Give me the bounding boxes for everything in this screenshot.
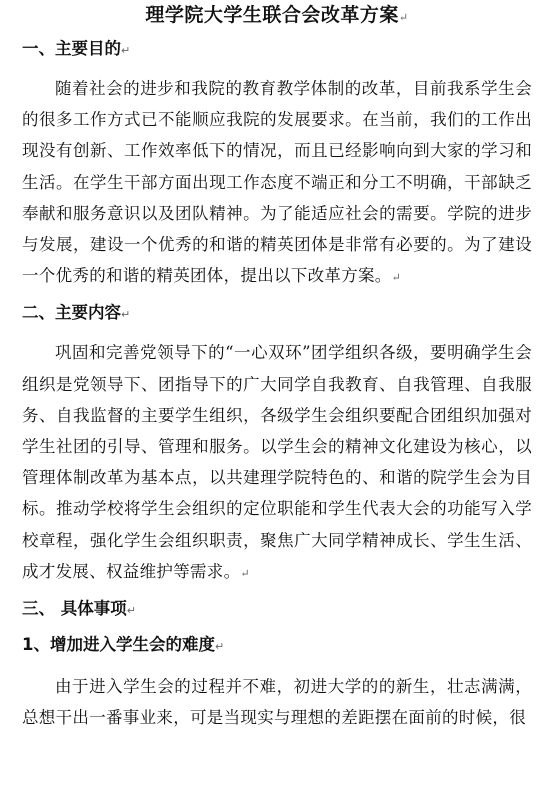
- paragraph-mark: ↵: [214, 640, 225, 654]
- paragraph-text: 由于进入学生会的过程并不难，初进大学的的新生，壮志满满，总想干出一番事业来，可是当现实与理想的差距摆在面前的时候，很: [22, 677, 532, 728]
- paragraph-text: 巩固和完善党领导下的“一心双环”团学组织各级，要明确学生会组织是党领导下、团指导下的广大同学自我教育、自我管理、自我服务、自我监督的主要学生组织，各级学生会组织要配合团组织加强对学生社团的引导、管理和服务。以学生会的精神文化建设为核心，以管理体制改革为基本点，以共建理学院特色的、和谐的院学生会为目标。推动学校将学生会组织的定位职能和学生代表大会的功能写入学校章程，强化学生会组织职责，聚焦广大同学精神成长、学生生活、成才发展、权益维护等需求。: [22, 343, 532, 581]
- paragraph-text: 随着社会的进步和我院的教育教学体制的改革，目前我系学生会的很多工作方式已不能顺应我院的发展要求。在当前，我们的工作出现没有创新、工作效率低下的情况，而且已经影响向到大家的学习和生活。在学生干部方面出现工作态度不端正和分工不明确，干部缺乏奉献和服务意识以及团队精神。为了能适应社会的需要。学院的进步与发展，建设一个优秀的和谐的精英团体是非常有必要的。为了建设一个优秀的和谐的精英团体，提出以下改革方案。: [22, 79, 532, 286]
- paragraph-mark: ↵: [398, 11, 409, 24]
- paragraph-mark: ↵: [240, 566, 250, 580]
- section-heading-text: 一、主要目的: [22, 39, 121, 58]
- subsection-heading-text: 1、增加进入学生会的难度: [22, 635, 215, 655]
- purpose-paragraph: [22, 73, 532, 293]
- section-heading-purpose: [22, 37, 532, 63]
- subsection-heading-difficulty: [22, 633, 532, 659]
- section-heading-content: [22, 301, 532, 327]
- paragraph-mark: ↵: [391, 271, 402, 285]
- paragraph-mark: ↵: [121, 308, 131, 322]
- difficulty-paragraph: [22, 671, 532, 733]
- section-heading-text: 二、主要内容: [22, 303, 121, 323]
- paragraph-mark: ↵: [121, 44, 131, 57]
- paragraph-mark: ↵: [126, 604, 136, 618]
- document-title-text: 理学院大学生联合会改革方案: [145, 4, 399, 26]
- section-heading-items: [22, 597, 532, 623]
- content-paragraph: [22, 337, 532, 589]
- document-title: [22, 2, 532, 31]
- section-heading-text: 三、 具体事项: [22, 599, 127, 619]
